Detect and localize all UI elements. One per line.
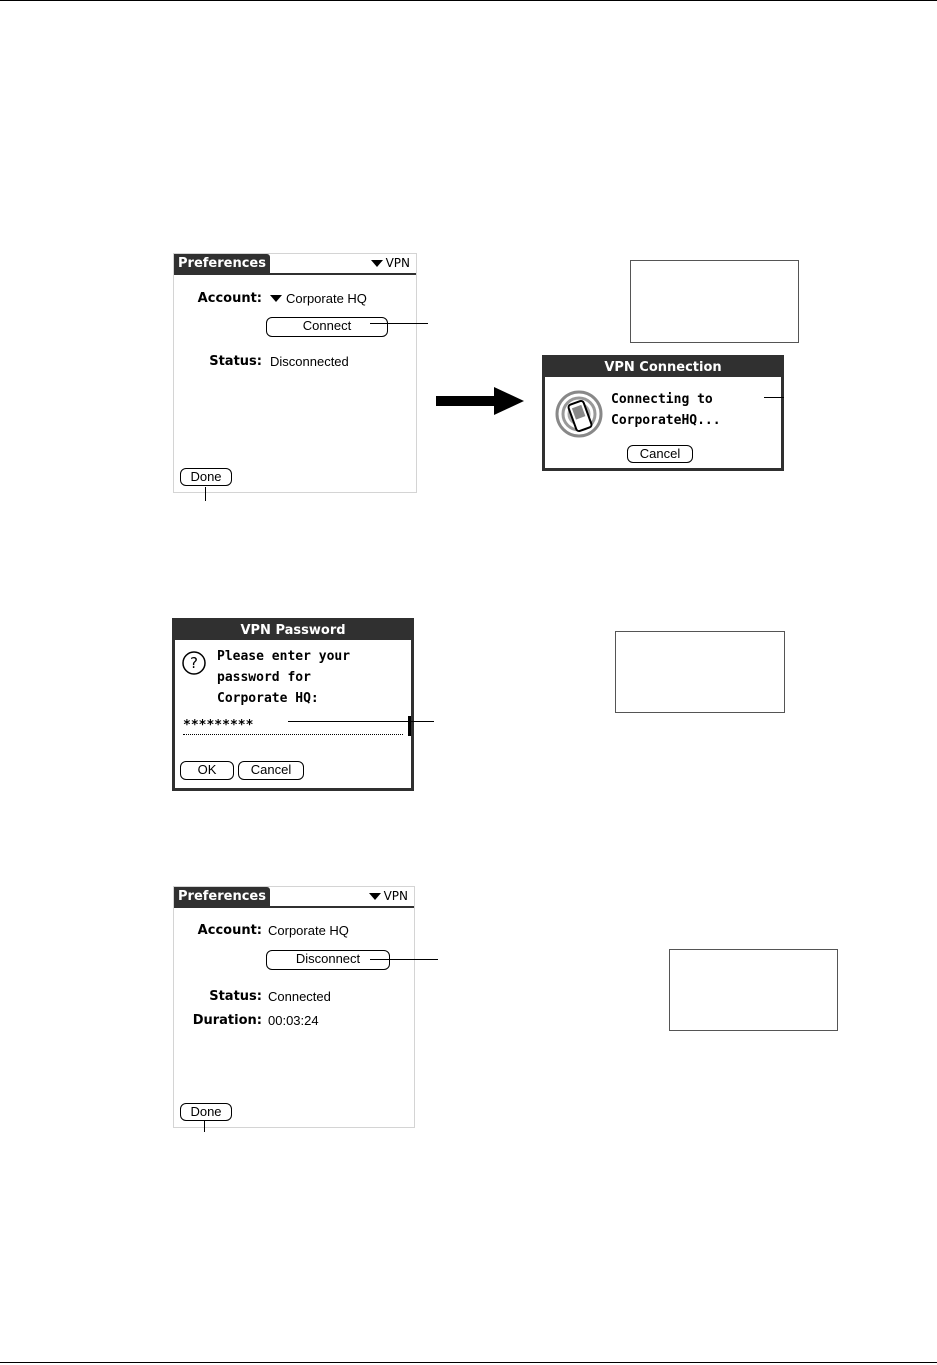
cancel-button[interactable]: Cancel bbox=[238, 761, 304, 780]
triangle-down-icon bbox=[369, 893, 381, 900]
account-label: Account: bbox=[197, 923, 262, 938]
caption-box bbox=[669, 949, 838, 1031]
prompt-line2: password for bbox=[217, 670, 311, 685]
account-label: Account: bbox=[197, 291, 262, 306]
connect-button[interactable]: Connect bbox=[266, 317, 388, 337]
disconnect-callout-line bbox=[370, 959, 438, 960]
connecting-message-line1: Connecting to bbox=[611, 392, 713, 407]
done-button[interactable]: Done bbox=[180, 468, 232, 486]
preferences-screen-connected bbox=[173, 886, 415, 1128]
connect-callout-line bbox=[370, 323, 428, 324]
disconnect-button[interactable]: Disconnect bbox=[266, 950, 390, 970]
account-value: Corporate HQ bbox=[286, 291, 367, 306]
vpn-menu-label: VPN bbox=[385, 256, 410, 270]
cancel-button[interactable]: Cancel bbox=[627, 445, 693, 463]
status-value: Connected bbox=[268, 989, 331, 1004]
vpn-connection-dialog bbox=[542, 355, 784, 471]
bottom-rule bbox=[0, 1362, 937, 1363]
password-value: ********* bbox=[183, 718, 254, 733]
prompt-line1: Please enter your bbox=[217, 649, 351, 664]
top-rule bbox=[0, 0, 937, 1]
account-picker[interactable] bbox=[270, 291, 367, 306]
caption-box bbox=[630, 260, 799, 343]
prompt-line3: Corporate HQ: bbox=[217, 691, 319, 706]
ok-button[interactable]: OK bbox=[180, 761, 234, 780]
triangle-down-icon bbox=[371, 260, 383, 267]
title-bar bbox=[174, 887, 414, 908]
status-label: Status: bbox=[209, 989, 262, 1004]
done-callout-line bbox=[205, 487, 206, 501]
right-arrow-icon bbox=[436, 385, 526, 417]
svg-text:?: ? bbox=[190, 654, 198, 672]
duration-label: Duration: bbox=[192, 1013, 262, 1028]
vpn-menu[interactable] bbox=[371, 255, 410, 272]
title-bar bbox=[174, 254, 416, 275]
password-cursor-mark bbox=[408, 716, 411, 736]
status-value: Disconnected bbox=[270, 354, 349, 369]
page-title: Preferences bbox=[174, 254, 270, 273]
status-label: Status: bbox=[209, 354, 262, 369]
password-field[interactable] bbox=[183, 714, 403, 735]
page-title: Preferences bbox=[174, 887, 270, 906]
connecting-message-line2: CorporateHQ... bbox=[611, 413, 721, 428]
caption-box bbox=[615, 631, 785, 713]
question-icon bbox=[180, 649, 208, 677]
password-callout-line bbox=[288, 721, 434, 722]
vpn-menu[interactable] bbox=[369, 888, 408, 905]
dialog-title: VPN Connection bbox=[545, 358, 781, 377]
account-value: Corporate HQ bbox=[268, 923, 349, 938]
preferences-screen-disconnected bbox=[173, 253, 417, 493]
vpn-password-dialog bbox=[172, 618, 414, 791]
vpn-menu-label: VPN bbox=[383, 889, 408, 903]
duration-value: 00:03:24 bbox=[268, 1013, 319, 1028]
palm-device-icon bbox=[555, 388, 605, 440]
triangle-down-icon bbox=[270, 295, 282, 302]
done-callout-line bbox=[204, 1120, 205, 1132]
dialog-callout-line bbox=[764, 397, 784, 398]
done-button[interactable]: Done bbox=[180, 1103, 232, 1121]
dialog-title: VPN Password bbox=[175, 621, 411, 640]
